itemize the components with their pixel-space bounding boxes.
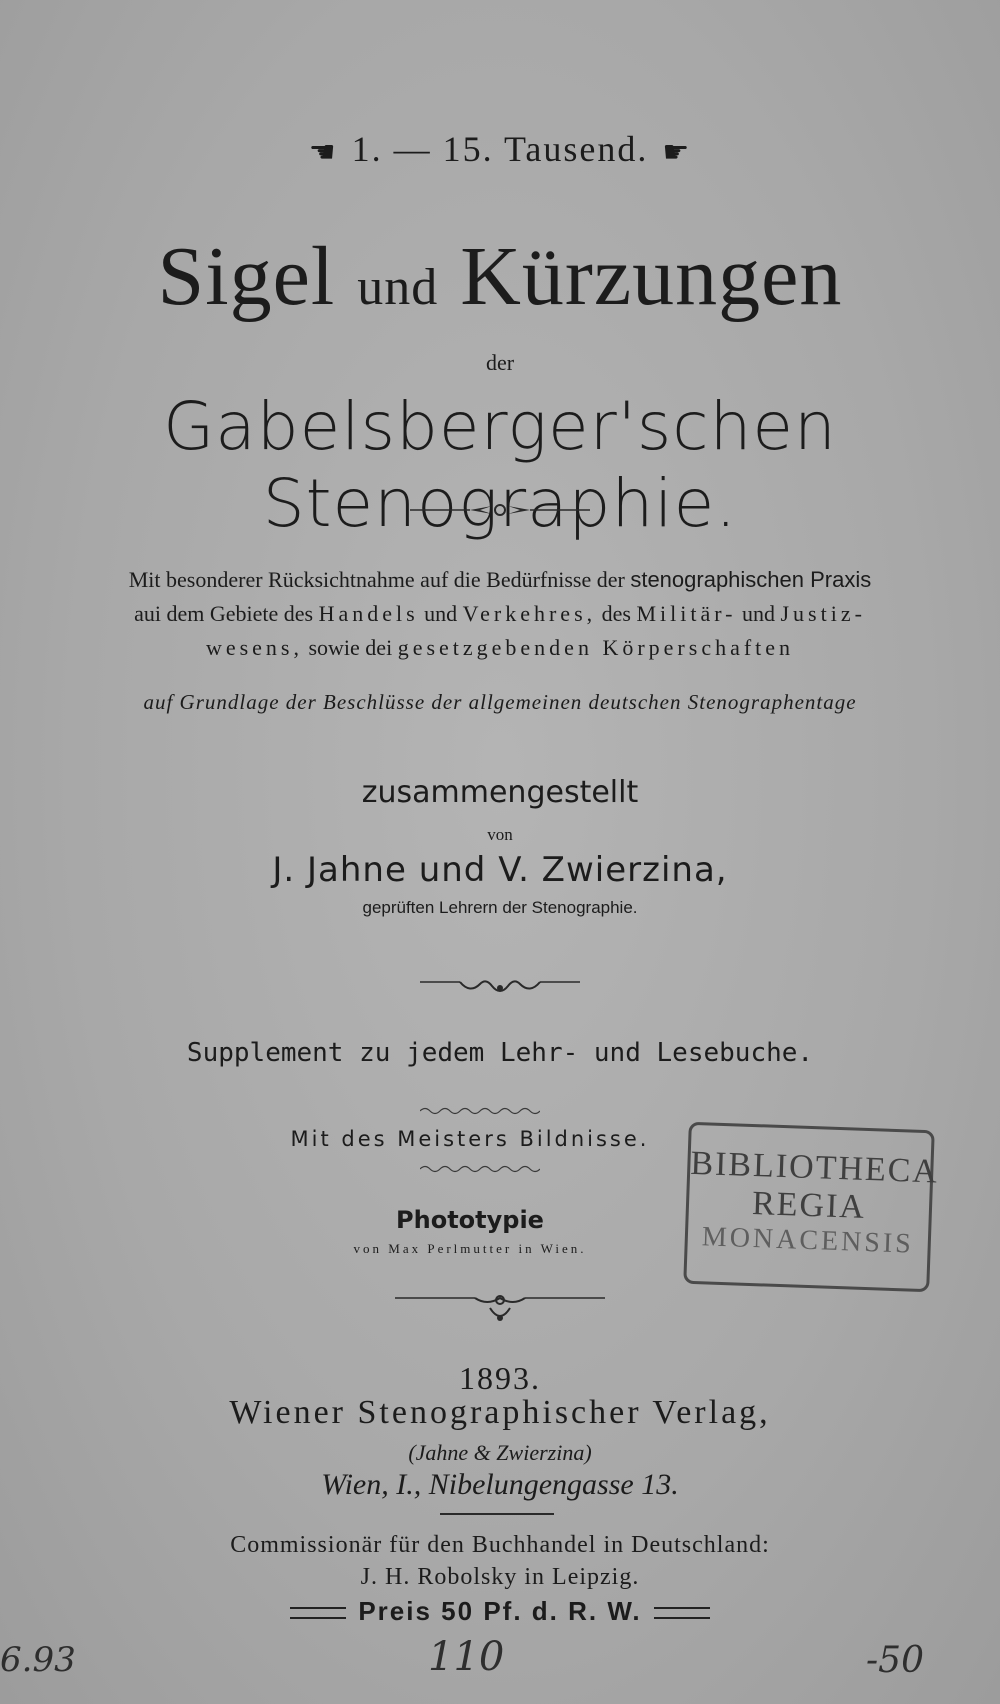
pointing-hand-left-icon: ☚ xyxy=(308,136,338,170)
desc-line2-b: Handels xyxy=(318,601,419,626)
commission-line: Commissionär für den Buchhandel in Deutschland: xyxy=(230,1532,770,1558)
wavy-divider-1 xyxy=(420,1106,540,1116)
authors-role: geprüften Lehrern der Stenographie. xyxy=(362,898,638,917)
authors: J. Jahne und V. Zwierzina, xyxy=(272,850,728,890)
desc-line2-g: und xyxy=(741,601,775,626)
phototypie-title: Phototypie xyxy=(396,1206,544,1234)
wavy-divider-2 xyxy=(420,1164,540,1174)
desc-line2-a: aui dem Gebiete des xyxy=(134,601,314,626)
ornament-divider-3 xyxy=(0,1290,1000,1330)
price-bar-right xyxy=(654,1607,710,1619)
stamp-line1: BIBLIOTHECA xyxy=(689,1144,940,1191)
grundlage-line: auf Grundlage der Beschlüsse der allgemeinen deutschen Stenographentage xyxy=(143,690,857,714)
price-bar-left xyxy=(290,1607,346,1619)
von-label: von xyxy=(487,825,513,844)
desc-line2-f: Militär- xyxy=(636,601,737,626)
subtitle: Gabelsberger'schen Stenographie. xyxy=(163,388,837,542)
supplement-line: Supplement zu jedem Lehr- und Lesebuche. xyxy=(186,1038,814,1068)
publisher-owners: (Jahne & Zwierzina) xyxy=(408,1440,592,1465)
description xyxy=(0,563,1000,665)
divider-rule xyxy=(440,1513,554,1515)
stamp-line2: REGIA xyxy=(751,1185,867,1226)
edition-text: 1. — 15. Tausend. xyxy=(351,129,649,169)
title-part1: Sigel xyxy=(157,230,336,323)
ornament-divider-2 xyxy=(0,974,1000,1000)
desc-line1-a: Mit besonderer Rücksichtnahme auf die Bedürfnisse der xyxy=(128,567,625,592)
portrait-note: Mit des Meisters Bildnisse. xyxy=(290,1127,650,1151)
ornament-divider-1 xyxy=(0,498,1000,522)
title-part2: Kürzungen xyxy=(460,230,843,323)
stamp-line3: MONACENSIS xyxy=(701,1221,915,1260)
title-und: und xyxy=(357,259,439,316)
library-stamp xyxy=(683,1122,940,1292)
handwritten-note-right: -50 xyxy=(866,1640,924,1681)
desc-line3-c: gesetzgebenden Körperschaften xyxy=(397,635,795,660)
publisher-name: Wiener Stenographischer Verlag, xyxy=(229,1394,771,1431)
handwritten-note-left: 6.93 xyxy=(0,1640,76,1680)
desc-line2-e: des xyxy=(601,601,631,626)
main-title xyxy=(0,228,1000,325)
desc-line3-b: sowie dei xyxy=(308,635,393,660)
desc-line2-h: Justiz- xyxy=(780,601,866,626)
edition-line xyxy=(0,128,1000,170)
desc-line2-c: und xyxy=(424,601,458,626)
compiled-label: zusammengestellt xyxy=(361,775,639,810)
desc-line3-a: wesens, xyxy=(205,635,303,660)
price-line xyxy=(0,1596,1000,1627)
handwritten-note-middle: 110 xyxy=(428,1634,505,1680)
phototypie-credit: von Max Perlmutter in Wien. xyxy=(353,1241,587,1256)
commission-agent: J. H. Robolsky in Leipzig. xyxy=(360,1564,640,1590)
desc-line2-d: Verkehres, xyxy=(462,601,597,626)
title-der: der xyxy=(485,350,515,375)
price-text: Preis 50 Pf. d. R. W. xyxy=(358,1596,642,1626)
desc-line1-b: stenographischen Praxis xyxy=(630,567,872,592)
publisher-address: Wien, I., Nibelungengasse 13. xyxy=(321,1468,679,1501)
publication-year: 1893. xyxy=(459,1360,541,1396)
pointing-hand-right-icon: ☛ xyxy=(662,136,692,170)
